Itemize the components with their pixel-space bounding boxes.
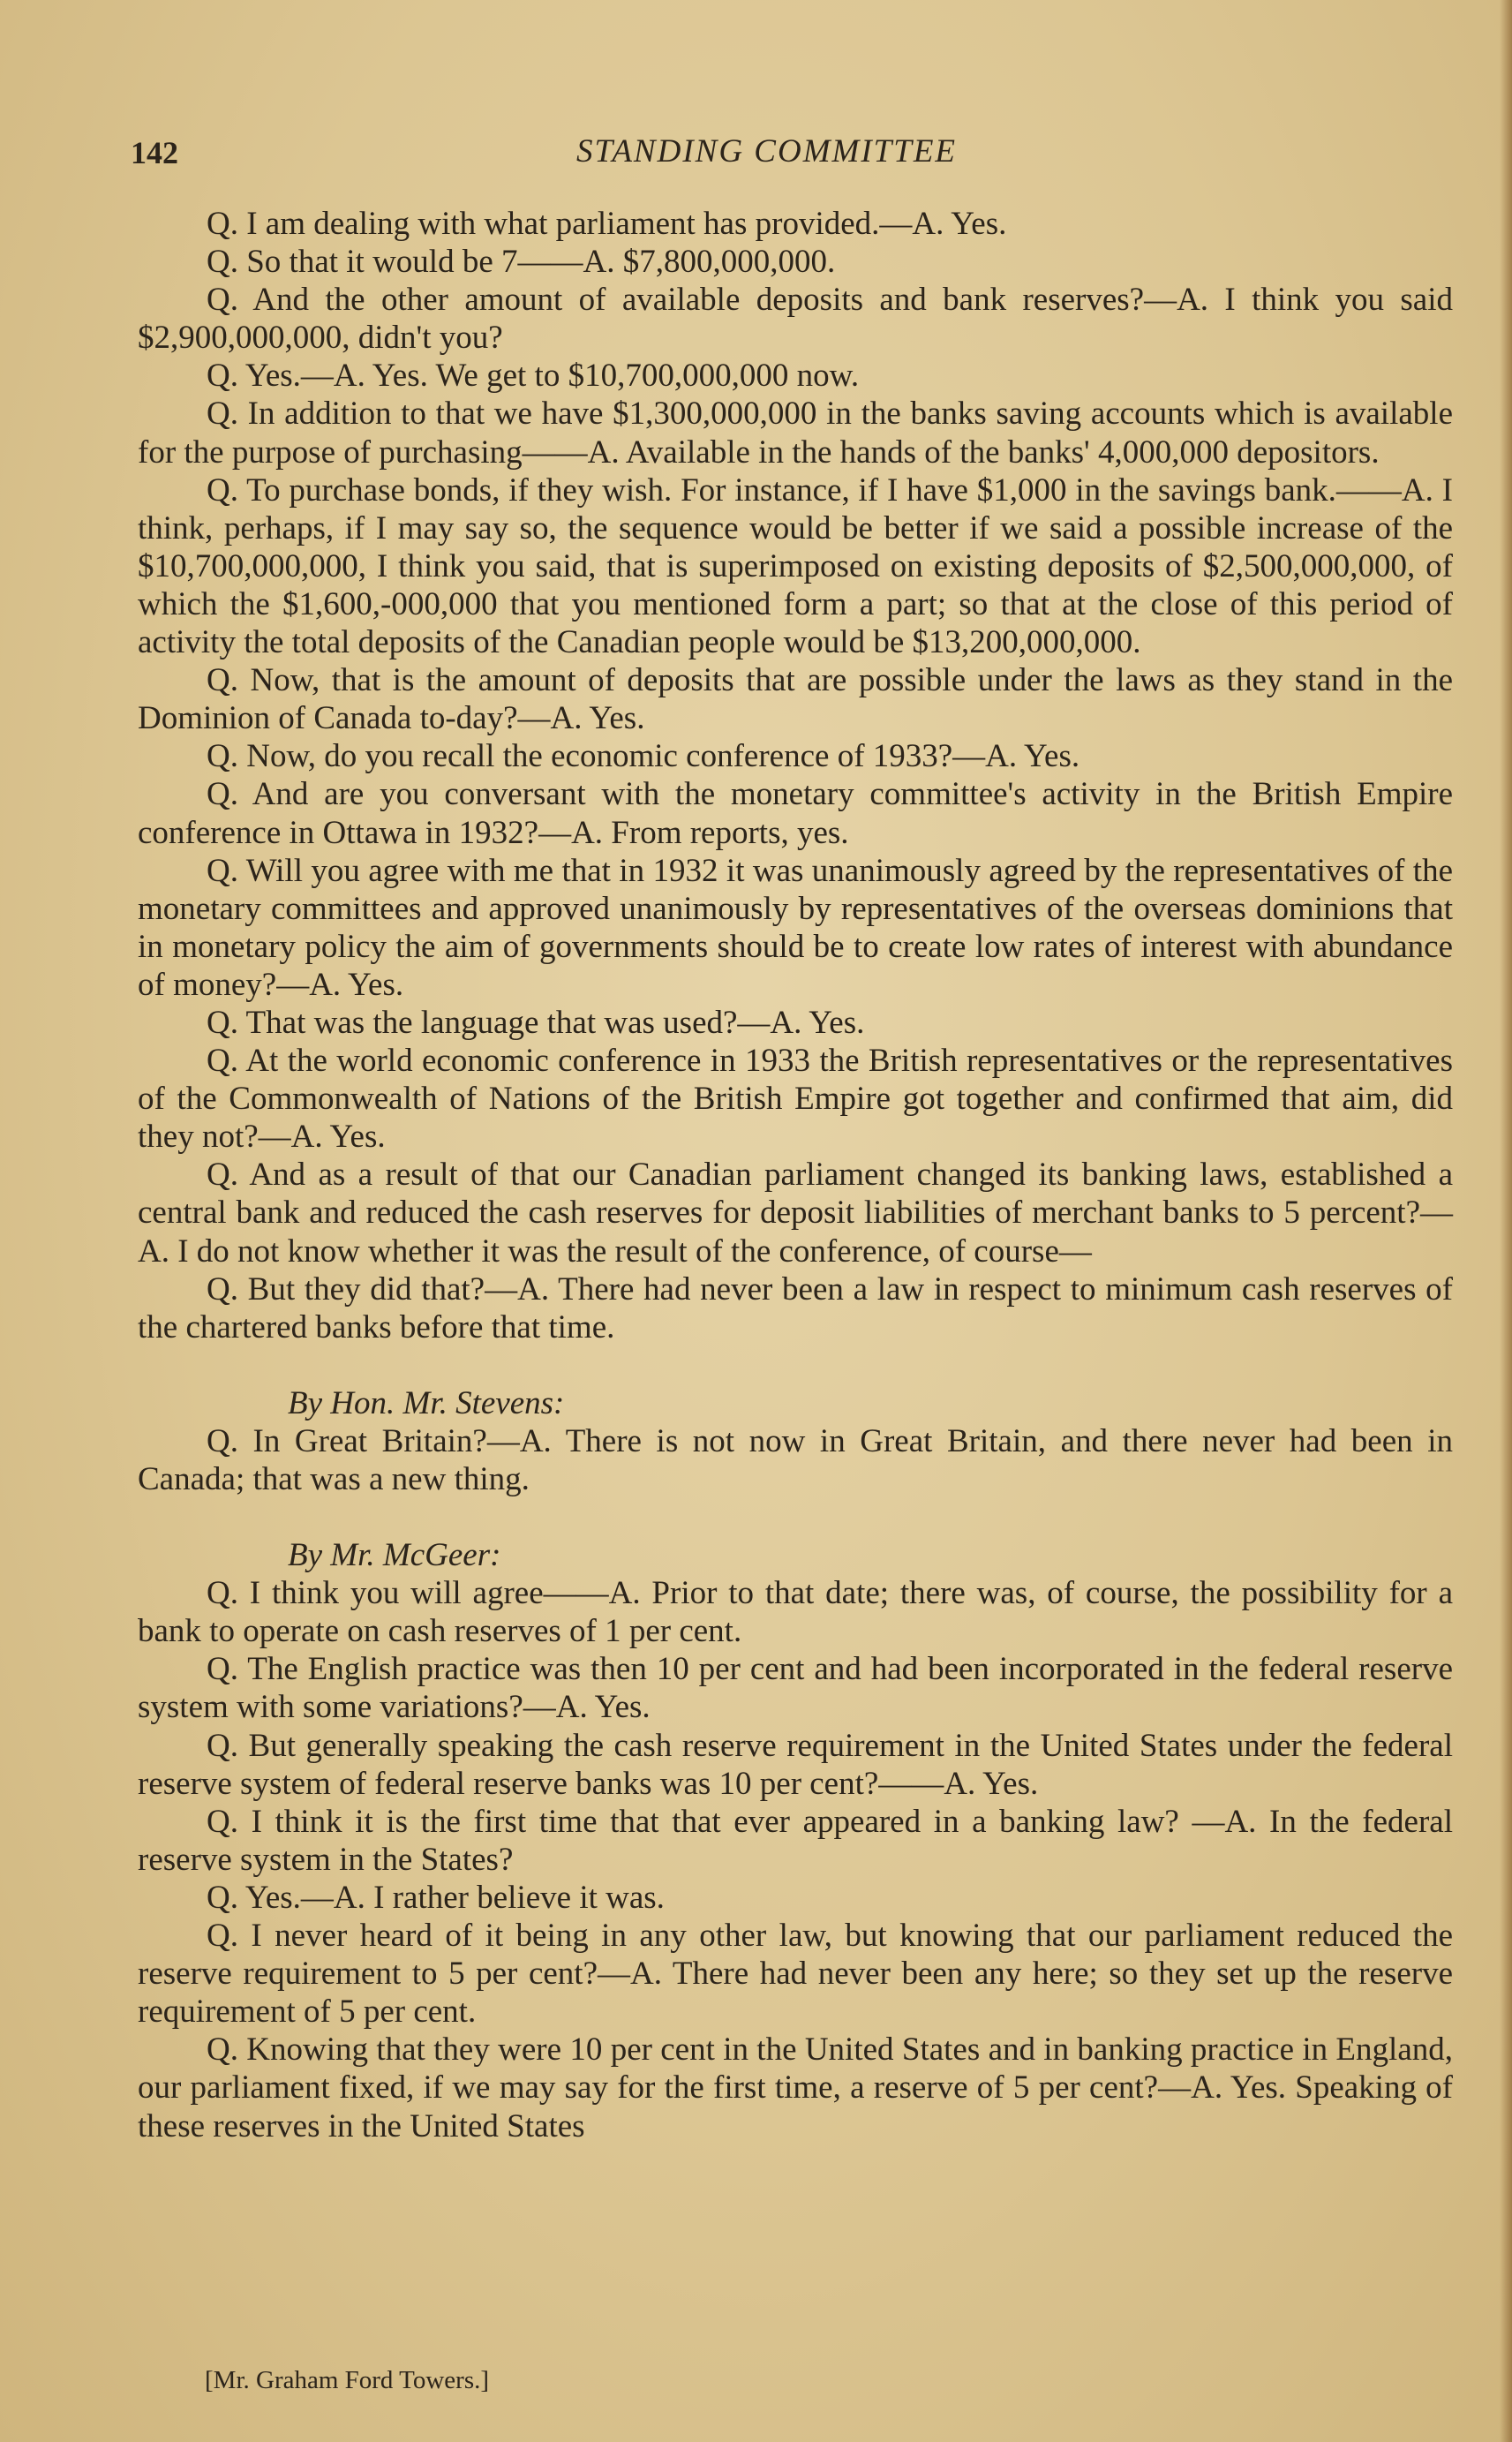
transcript-paragraph: Q. So that it would be 7——A. $7,800,000,000. xyxy=(207,244,836,281)
transcript-paragraph: Q. That was the language that was used?—A. Yes. xyxy=(207,1004,865,1041)
transcript-paragraph: Q. In addition to that we have $1,300,000,000 in the banks saving accounts which is available for the purpose of purchasing——A. Available in the hands of the banks' 4,000,000 depositors. xyxy=(138,396,1453,471)
transcript-paragraph: Q. Yes.—A. Yes. We get to $10,700,000,000 now. xyxy=(207,358,860,395)
speaker-heading: By Mr. McGeer: xyxy=(288,1537,501,1574)
witness-footer: [Mr. Graham Ford Towers.] xyxy=(205,2366,490,2394)
transcript-paragraph: Q. I am dealing with what parliament has provided.—A. Yes. xyxy=(207,206,1007,242)
transcript-paragraph: Q. And the other amount of available deposits and bank reserves?—A. I think you said $2,900,000,000, didn't you? xyxy=(138,282,1453,357)
page-header xyxy=(131,131,1455,175)
transcript-paragraph: Q. But generally speaking the cash reserve requirement in the United States under the federal reserve system of federal reserve banks was 10 per cent?——A. Yes. xyxy=(138,1727,1453,1802)
transcript-paragraph: Q. I think it is the first time that that ever appeared in a banking law? —A. In the federal reserve system in the States? xyxy=(138,1803,1453,1878)
transcript-body xyxy=(138,205,1453,2145)
transcript-paragraph: Q. Will you agree with me that in 1932 it was unanimously agreed by the representatives of the monetary committees and approved unanimously by representatives of the overseas dominions that in monetary policy the aim of governments should be to create low rates of interest with abundance of money?—A. Yes. xyxy=(138,852,1453,1003)
transcript-paragraph: Q. I think you will agree——A. Prior to that date; there was, of course, the possibility for a bank to operate on cash reserves of 1 per cent. xyxy=(138,1575,1453,1650)
transcript-paragraph: Q. And as a result of that our Canadian parliament changed its banking laws, established a central bank and reduced the cash reserves for deposit liabilities of merchant banks to 5 percent?—A. I do not know whether it was the result of the conference, of course— xyxy=(138,1157,1453,1270)
transcript-paragraph: Q. But they did that?—A. There had never been a law in respect to minimum cash reserves of the chartered banks before that time. xyxy=(138,1270,1453,1345)
transcript-paragraph: Q. At the world economic conference in 1933 the British representatives or the representatives of the Commonwealth of Nations of the British Empire got together and confirmed that aim, did they not?—A. Yes. xyxy=(138,1043,1453,1156)
running-head: STANDING COMMITTEE xyxy=(576,133,958,170)
transcript-paragraph: Q. To purchase bonds, if they wish. For instance, if I have $1,000 in the savings bank.——A. I think, perhaps, if I may say so, the sequence would be better if we said a possible increase of the $10,700,000,000, I think you said, that is superimposed on existing deposits of $2,500,000,000, of which the $1,600,-000,000 that you mentioned form a part; so that at the close of this period of activity the total deposits of the Canadian people would be $13,200,000,000. xyxy=(138,471,1453,661)
transcript-paragraph: Q. And are you conversant with the monetary committee's activity in the British Empire conference in Ottawa in 1932?—A. From reports, yes. xyxy=(138,776,1453,851)
transcript-paragraph: Q. In Great Britain?—A. There is not now in Great Britain, and there never had been in Canada; that was a new thing. xyxy=(138,1422,1453,1497)
transcript-paragraph: Q. I never heard of it being in any other law, but knowing that our parliament reduced the reserve requirement to 5 per cent?—A. There had never been any here; so they set up the reserve requirement of 5 per cent. xyxy=(138,1918,1453,2031)
page-number: 142 xyxy=(131,135,178,170)
page-edge-shadow xyxy=(1500,0,1512,2442)
speaker-heading: By Hon. Mr. Stevens: xyxy=(288,1384,565,1421)
transcript-paragraph: Q. The English practice was then 10 per cent and had been incorporated in the federal reserve system with some variations?—A. Yes. xyxy=(138,1651,1453,1726)
transcript-paragraph: Q. Yes.—A. I rather believe it was. xyxy=(207,1879,665,1916)
transcript-paragraph: Q. Knowing that they were 10 per cent in the United States and in banking practice in England, our parliament fixed, if we may say for the first time, a reserve of 5 per cent?—A. Yes. Speaking of these reserves in the United States xyxy=(138,2031,1453,2144)
transcript-paragraph: Q. Now, that is the amount of deposits that are possible under the laws as they stand in the Dominion of Canada to-day?—A. Yes. xyxy=(138,662,1453,737)
transcript-paragraph: Q. Now, do you recall the economic conference of 1933?—A. Yes. xyxy=(207,738,1080,775)
